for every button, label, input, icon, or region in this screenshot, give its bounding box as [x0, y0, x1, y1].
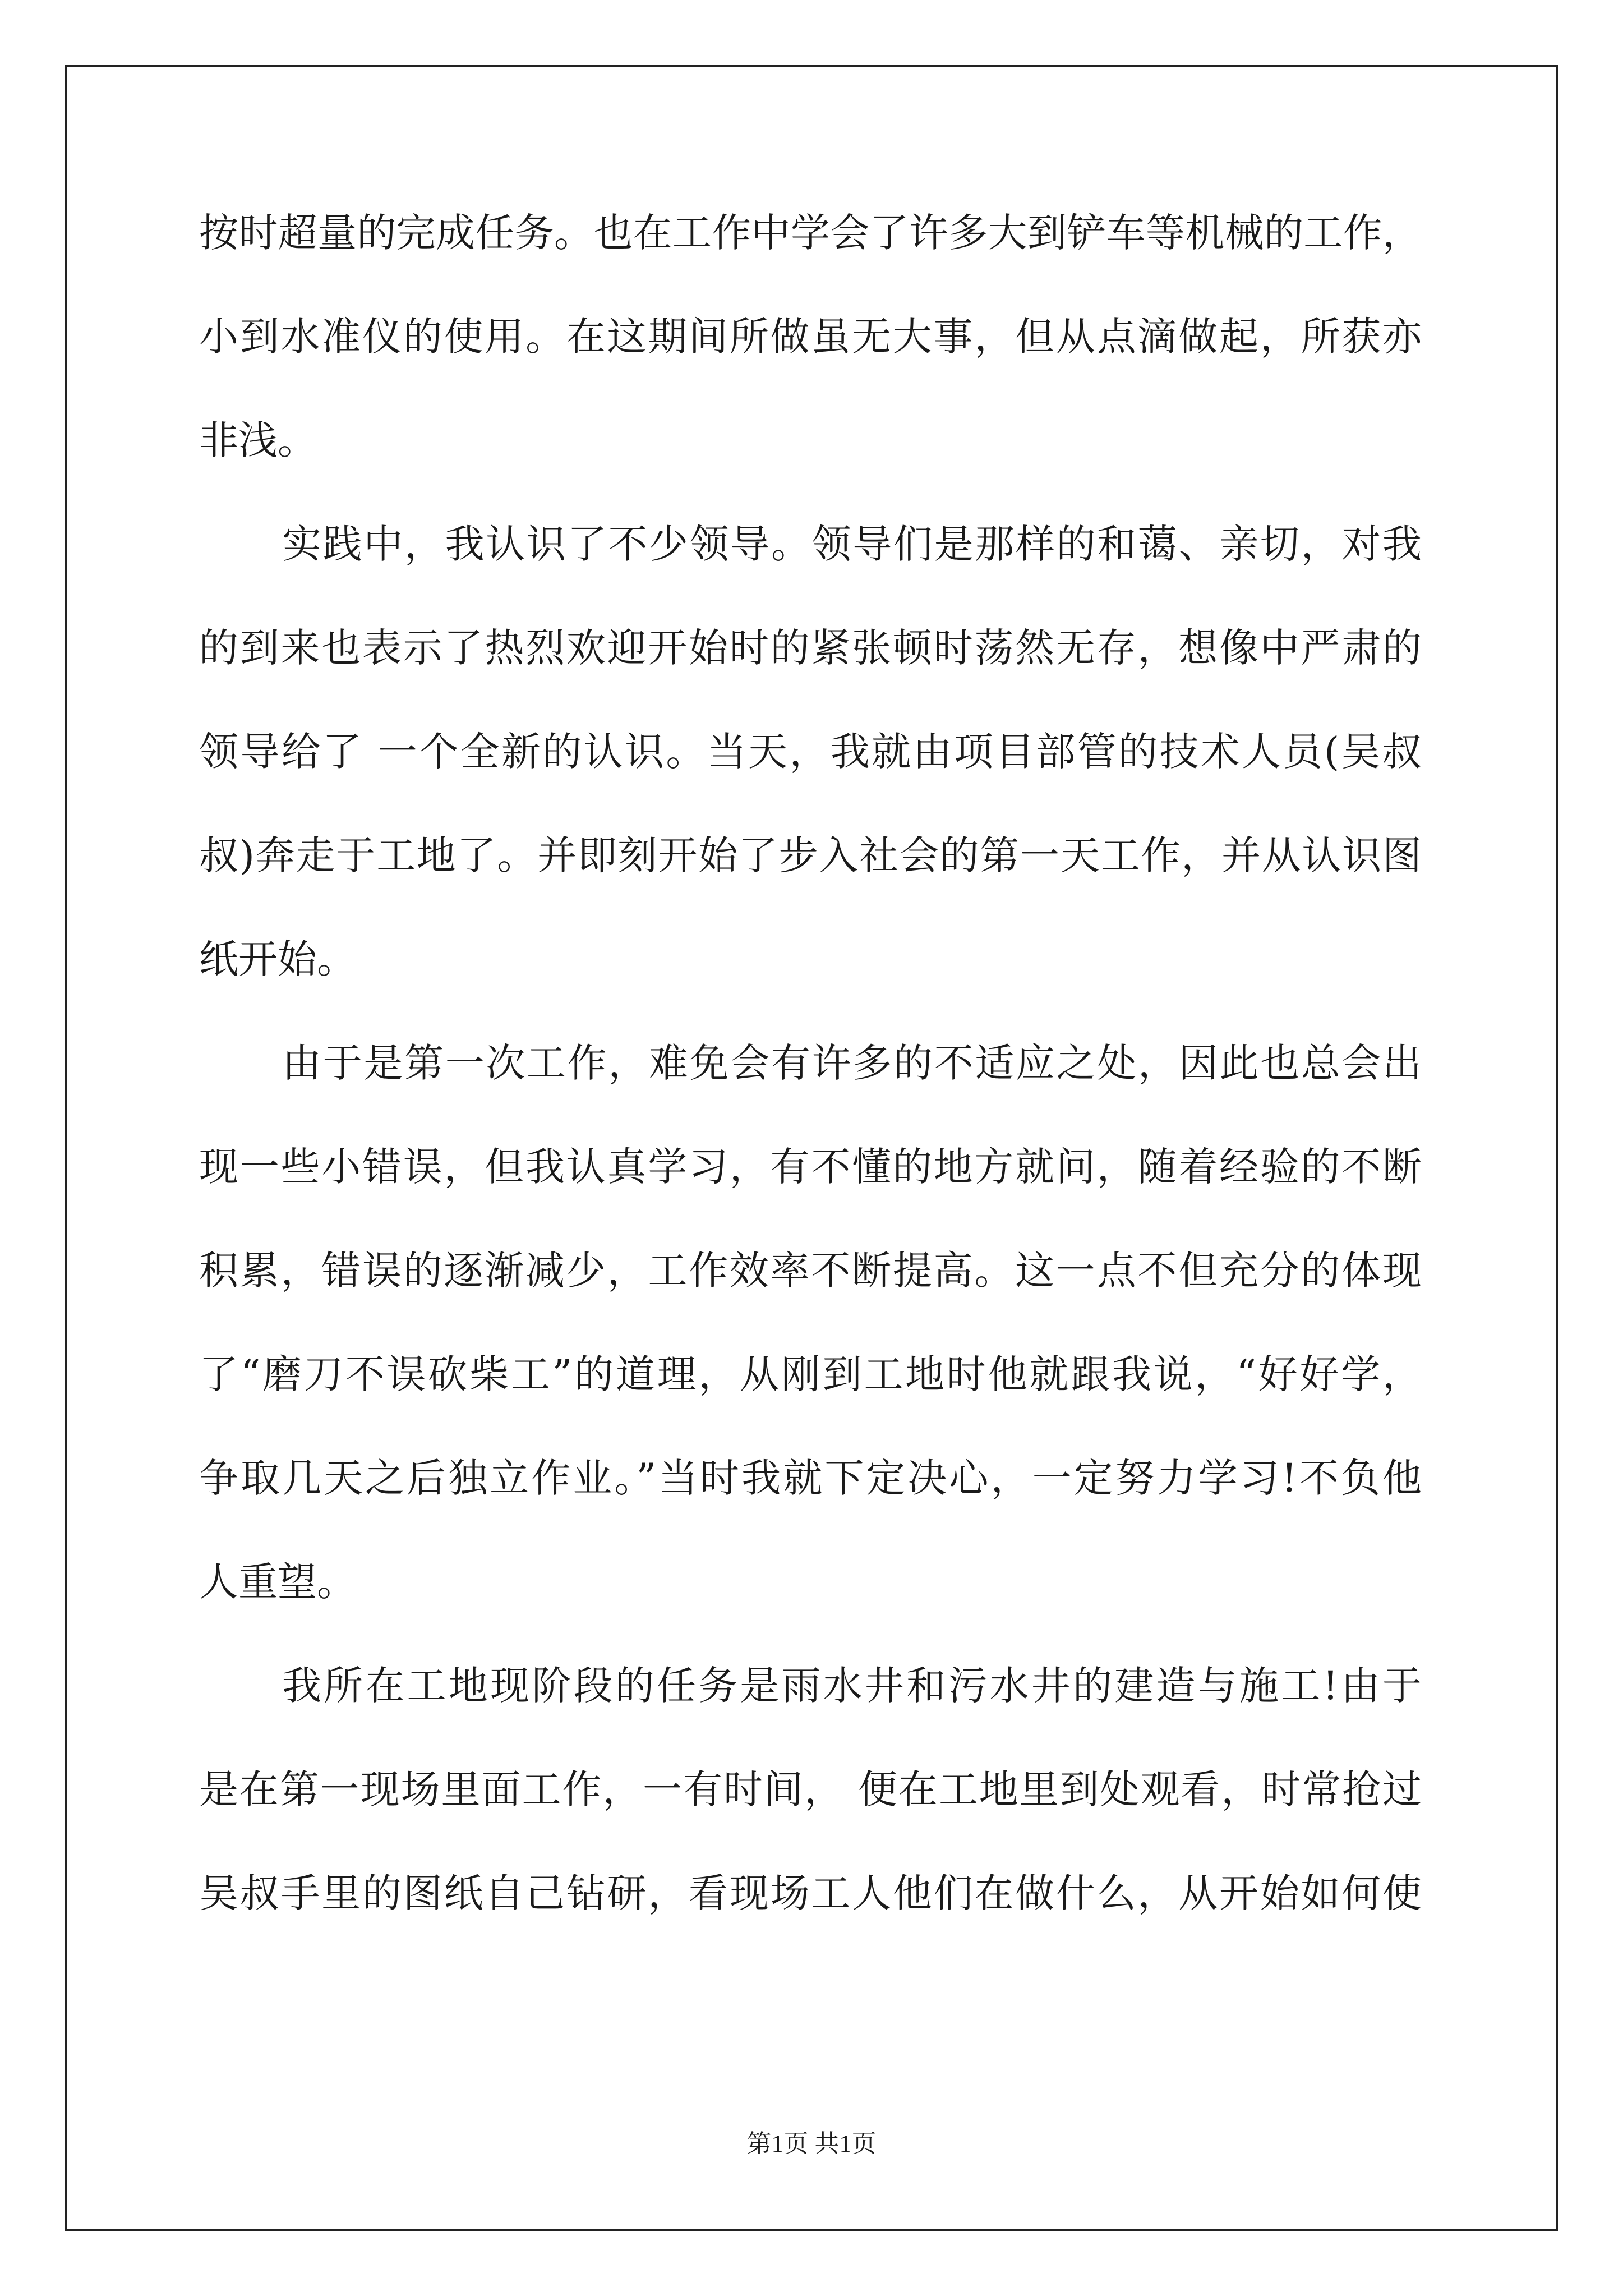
text-line: 领导给了 一个全新的认识。当天，我就由项目部管的技术人员(吴叔 [199, 729, 1422, 775]
text-line: 叔)奔走于工地了。并即刻开始了步入社会的第一天工作，并从认识图 [199, 832, 1422, 878]
text-line: 了“磨刀不误砍柴工”的道理，从刚到工地时他就跟我说，“好好学， [199, 1351, 1422, 1397]
text-line: 的到来也表示了热烈欢迎开始时的紧张顿时荡然无存，想像中严肃的 [199, 625, 1422, 671]
paragraph-start-line: 我所在工地现阶段的任务是雨水井和污水井的建造与施工!由于 [282, 1663, 1422, 1709]
text-line: 非浅。 [199, 417, 317, 463]
paragraph-start-line: 由于是第一次工作，难免会有许多的不适应之处，因此也总会出 [282, 1040, 1422, 1086]
text-line: 积累，错误的逐渐减少，工作效率不断提高。这一点不但充分的体现 [199, 1248, 1422, 1294]
text-line: 小到水准仪的使用。在这期间所做虽无大事，但从点滴做起，所获亦 [199, 314, 1422, 360]
text-line: 吴叔手里的图纸自己钻研，看现场工人他们在做什么，从开始如何使 [199, 1870, 1422, 1916]
text-line: 按时超量的完成任务。也在工作中学会了许多大到铲车等机械的工作， [199, 210, 1422, 256]
page-footer: 第1页 共1页 [746, 2130, 877, 2157]
text-line: 现一些小错误，但我认真学习，有不懂的地方就问，随着经验的不断 [199, 1144, 1422, 1190]
text-line: 争取几天之后独立作业。”当时我就下定决心，一定努力学习!不负他 [199, 1455, 1422, 1501]
text-line: 是在第一现场里面工作，一有时间， 便在工地里到处观看，时常抢过 [199, 1766, 1422, 1812]
text-line: 纸开始。 [199, 936, 356, 982]
paragraph-start-line: 实践中，我认识了不少领导。领导们是那样的和蔼、亲切，对我 [282, 521, 1422, 567]
text-line: 人重望。 [199, 1559, 356, 1605]
